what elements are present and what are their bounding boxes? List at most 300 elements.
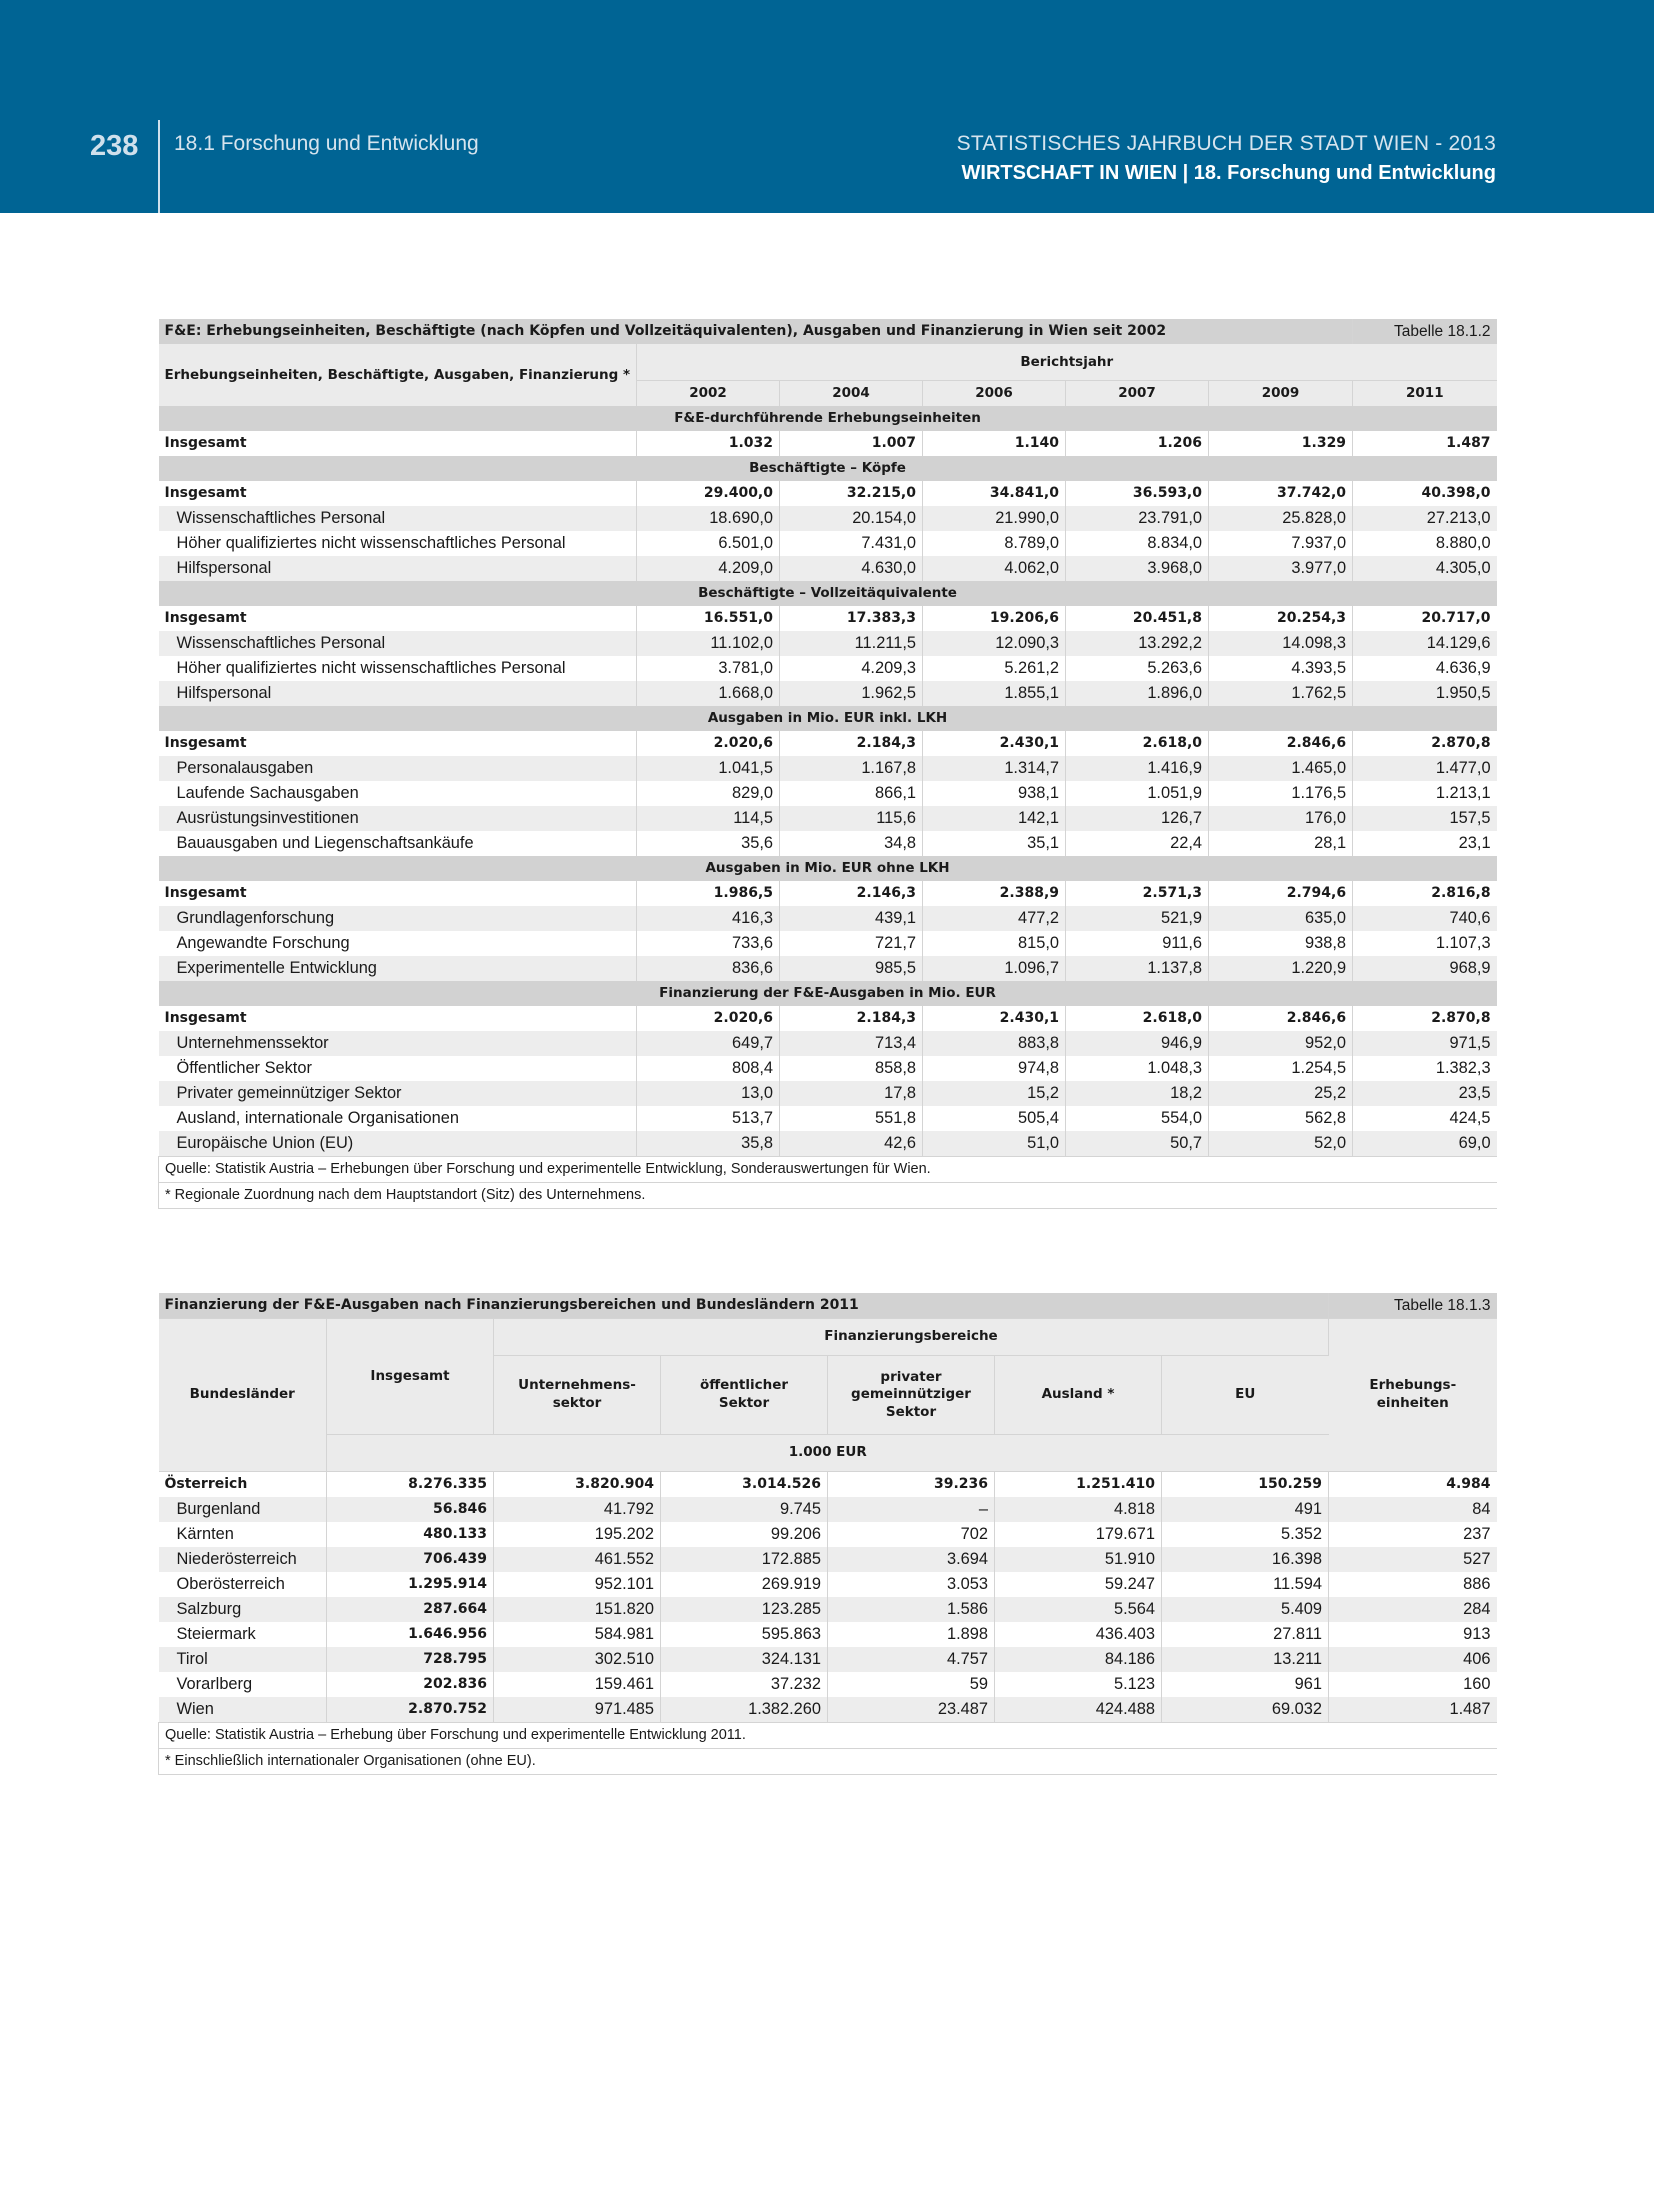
cell-value: 1.465,0 xyxy=(1209,756,1353,781)
cell-value: 2.388,9 xyxy=(923,881,1066,906)
section-title: Finanzierung der F&E-Ausgaben in Mio. EUR xyxy=(159,981,1497,1006)
table-row xyxy=(159,731,1497,756)
cell-value: 8.880,0 xyxy=(1435,534,1491,552)
table-row xyxy=(159,1472,1497,1498)
cell-value: 114,5 xyxy=(637,806,780,831)
row-label: Insgesamt xyxy=(159,881,637,906)
year-header: 2009 xyxy=(1209,381,1353,407)
cell-value: 5.123 xyxy=(995,1672,1162,1697)
cell-value: 584.981 xyxy=(494,1622,661,1647)
cell-value: 59 xyxy=(828,1672,995,1697)
cell-value: 938,1 xyxy=(923,781,1066,806)
cell-value: 635,0 xyxy=(1209,906,1353,931)
table-row xyxy=(159,1106,1497,1131)
table-number: Tabelle 18.1.2 xyxy=(1353,319,1497,344)
cell-value: 9.745 xyxy=(661,1497,828,1522)
cell-value: 3.968,0 xyxy=(1066,556,1209,581)
cell-value: 815,0 xyxy=(923,931,1066,956)
cell-value: 1.896,0 xyxy=(1066,681,1209,706)
cell-value: 1.140 xyxy=(923,431,1066,456)
col-header-abroad: Ausland * xyxy=(995,1356,1162,1435)
cell-value: 23.791,0 xyxy=(1066,506,1209,531)
section-row xyxy=(159,981,1497,1006)
cell-value: 1.329 xyxy=(1209,431,1353,456)
row-label: Ausrüstungsinvestitionen xyxy=(159,806,637,831)
row-label: Insgesamt xyxy=(159,1006,637,1031)
cell-value: 424.488 xyxy=(995,1697,1162,1723)
cell-value: 858,8 xyxy=(780,1056,923,1081)
cell-value: 36.593,0 xyxy=(1066,481,1209,506)
col-header-units xyxy=(1329,1319,1497,1472)
cell-value: 159.461 xyxy=(494,1672,661,1697)
cell-value: 11.211,5 xyxy=(780,631,923,656)
cell-value: 1.762,5 xyxy=(1209,681,1353,706)
cell-value: 562,8 xyxy=(1209,1106,1353,1131)
table-row xyxy=(159,556,1497,581)
row-label: Hilfspersonal xyxy=(159,556,637,581)
table-row xyxy=(159,756,1497,781)
table-title: F&E: Erhebungseinheiten, Beschäftigte (nach Köpfen und Vollzeitäquivalenten), Ausgaben und Finanzierung in Wien seit 2002 xyxy=(159,319,1353,344)
cell-value: 23,5 xyxy=(1353,1081,1497,1106)
table-row xyxy=(159,1031,1497,1056)
cell-value: 1.646.956 xyxy=(327,1622,494,1647)
cell-value: 5.263,6 xyxy=(1066,656,1209,681)
cell-value: 50,7 xyxy=(1066,1131,1209,1157)
cell-value: 17,8 xyxy=(780,1081,923,1106)
cell-value: 179.671 xyxy=(995,1522,1162,1547)
cell-value: 69.032 xyxy=(1162,1697,1329,1723)
cell-value: 808,4 xyxy=(637,1056,780,1081)
cell-value: 439,1 xyxy=(780,906,923,931)
cell-value: 2.794,6 xyxy=(1209,881,1353,906)
cell-value: 3.053 xyxy=(828,1572,995,1597)
cell-value: 59.247 xyxy=(995,1572,1162,1597)
row-label: Angewandte Forschung xyxy=(159,931,637,956)
cell-value: 69,0 xyxy=(1353,1131,1497,1157)
cell-value: 302.510 xyxy=(494,1647,661,1672)
cell-value: 51.910 xyxy=(995,1547,1162,1572)
cell-value: 480.133 xyxy=(327,1522,494,1547)
row-label: Oberösterreich xyxy=(159,1572,327,1597)
cell-value: 12.090,3 xyxy=(923,631,1066,656)
cell-value: 11.594 xyxy=(1162,1572,1329,1597)
row-label: Salzburg xyxy=(159,1597,327,1622)
cell-value: 1.855,1 xyxy=(923,681,1066,706)
cell-value: 2.571,3 xyxy=(1066,881,1209,906)
table-row xyxy=(159,1522,1497,1547)
section-row xyxy=(159,706,1497,731)
table-row xyxy=(159,481,1497,506)
cell-value: 2.870,8 xyxy=(1431,1010,1491,1026)
cell-value: 721,7 xyxy=(780,931,923,956)
row-label: Vorarlberg xyxy=(159,1672,327,1697)
cell-value: 1.007 xyxy=(780,431,923,456)
cell-value: 7.937,0 xyxy=(1209,531,1353,556)
cell-value: 27.811 xyxy=(1162,1622,1329,1647)
cell-value: 195.202 xyxy=(494,1522,661,1547)
cell-value: 56.846 xyxy=(327,1497,494,1522)
cell-value: 41.792 xyxy=(494,1497,661,1522)
cell-value: 23,1 xyxy=(1458,834,1491,852)
section-title: F&E-durchführende Erhebungseinheiten xyxy=(159,406,1497,431)
cell-value: 1.295.914 xyxy=(327,1572,494,1597)
col-header-private: privater gemeinnütziger Sektor xyxy=(828,1356,995,1435)
cell-value: 237 xyxy=(1463,1525,1491,1543)
table-row xyxy=(159,781,1497,806)
cell-value: 527 xyxy=(1329,1547,1497,1572)
cell-value: 157,5 xyxy=(1353,806,1497,831)
chapter-title: WIRTSCHAFT IN WIEN | 18. Forschung und Entwicklung xyxy=(961,162,1496,184)
table-row xyxy=(159,1081,1497,1106)
row-label: Grundlagenforschung xyxy=(159,906,637,931)
table-row xyxy=(159,1006,1497,1031)
cell-value: 2.816,8 xyxy=(1431,885,1491,901)
cell-value: 2.618,0 xyxy=(1066,1006,1209,1031)
cell-value: 20.154,0 xyxy=(780,506,923,531)
section-title: Ausgaben in Mio. EUR ohne LKH xyxy=(159,856,1497,881)
footnote-row xyxy=(159,1183,1497,1209)
cell-value: 1.477,0 xyxy=(1353,756,1497,781)
table-title: Finanzierung der F&E-Ausgaben nach Finanzierungsbereichen und Bundesländern 2011 xyxy=(159,1293,1329,1319)
cell-value: 5.564 xyxy=(995,1597,1162,1622)
cell-value: 1.032 xyxy=(637,431,780,456)
cell-value: 16.551,0 xyxy=(637,606,780,631)
cell-value: 740,6 xyxy=(1353,906,1497,931)
table-row xyxy=(159,881,1497,906)
row-label: Personalausgaben xyxy=(159,756,637,781)
table-row xyxy=(159,631,1497,656)
table-row xyxy=(159,681,1497,706)
table-row xyxy=(159,806,1497,831)
cell-value: 4.209,3 xyxy=(780,656,923,681)
cell-value: 2.430,1 xyxy=(923,731,1066,756)
row-label: Österreich xyxy=(159,1472,327,1498)
footnote-row xyxy=(159,1749,1497,1775)
source-row xyxy=(159,1723,1497,1749)
cell-value: 7.431,0 xyxy=(780,531,923,556)
cell-value: 5.352 xyxy=(1162,1522,1329,1547)
table-caption-row xyxy=(159,1293,1497,1319)
cell-value: 34.841,0 xyxy=(923,481,1066,506)
cell-value: 35,6 xyxy=(637,831,780,856)
cell-value: 1.137,8 xyxy=(1066,956,1209,981)
year-header: 2002 xyxy=(637,381,780,407)
row-label: Insgesamt xyxy=(159,431,637,456)
cell-value: 911,6 xyxy=(1066,931,1209,956)
cell-value: 115,6 xyxy=(780,806,923,831)
cell-value: 2.430,1 xyxy=(923,1006,1066,1031)
section-row xyxy=(159,406,1497,431)
year-header: 2006 xyxy=(923,381,1066,407)
cell-value: 34,8 xyxy=(780,831,923,856)
cell-value: 505,4 xyxy=(923,1106,1066,1131)
cell-value: 1.176,5 xyxy=(1209,781,1353,806)
cell-value: 52,0 xyxy=(1209,1131,1353,1157)
cell-value: 23.487 xyxy=(828,1697,995,1723)
row-label: Hilfspersonal xyxy=(159,681,637,706)
cell-value: 5.409 xyxy=(1162,1597,1329,1622)
cell-value: 32.215,0 xyxy=(780,481,923,506)
cell-value: 1.096,7 xyxy=(923,956,1066,981)
cell-value: 21.990,0 xyxy=(923,506,1066,531)
cell-value: 406 xyxy=(1329,1647,1497,1672)
cell-value: 20.254,3 xyxy=(1209,606,1353,631)
unit-label: 1.000 EUR xyxy=(327,1435,1329,1472)
cell-value: 1.487 xyxy=(1329,1697,1497,1723)
cell-value: 13.292,2 xyxy=(1066,631,1209,656)
cell-value: – xyxy=(828,1497,995,1522)
cell-value: 968,9 xyxy=(1353,956,1497,981)
row-label: Tirol xyxy=(159,1647,327,1672)
cell-value: 1.206 xyxy=(1066,431,1209,456)
table-row xyxy=(159,1622,1497,1647)
footnote: * Einschließlich internationaler Organisationen (ohne EU). xyxy=(159,1749,1497,1775)
year-header: 2007 xyxy=(1066,381,1209,407)
cell-value: 829,0 xyxy=(637,781,780,806)
row-label: Unternehmenssektor xyxy=(159,1031,637,1056)
row-label: Wien xyxy=(159,1697,327,1723)
table-row xyxy=(159,1547,1497,1572)
cell-value: 4.757 xyxy=(828,1647,995,1672)
cell-value: 513,7 xyxy=(637,1106,780,1131)
table-row xyxy=(159,531,1497,556)
row-label: Insgesamt xyxy=(159,731,637,756)
cell-value: 952,0 xyxy=(1209,1031,1353,1056)
cell-value: 176,0 xyxy=(1209,806,1353,831)
cell-value: 2.184,3 xyxy=(780,731,923,756)
cell-value: 8.834,0 xyxy=(1066,531,1209,556)
cell-value: 3.014.526 xyxy=(661,1472,828,1498)
cell-value: 4.062,0 xyxy=(923,556,1066,581)
cell-value: 886 xyxy=(1463,1575,1491,1593)
cell-value: 2.870,8 xyxy=(1431,735,1491,751)
cell-value: 42,6 xyxy=(780,1131,923,1157)
row-label: Insgesamt xyxy=(159,606,637,631)
cell-value: 554,0 xyxy=(1066,1106,1209,1131)
row-label: Höher qualifiziertes nicht wissenschaftliches Personal xyxy=(159,531,637,556)
row-label: Bauausgaben und Liegenschaftsankäufe xyxy=(159,831,637,856)
cell-value: 4.630,0 xyxy=(780,556,923,581)
cell-value: 20.717,0 xyxy=(1421,610,1491,626)
source-note: Quelle: Statistik Austria – Erhebungen über Forschung und experimentelle Entwicklung, Sonderauswertungen für Wien. xyxy=(159,1157,1497,1183)
col-header-units-label: Erhebungs- einheiten xyxy=(1369,1377,1457,1411)
cell-value: 2.020,6 xyxy=(637,1006,780,1031)
cell-value: 29.400,0 xyxy=(637,481,780,506)
cell-value: 713,4 xyxy=(780,1031,923,1056)
cell-value: 1.962,5 xyxy=(780,681,923,706)
cell-value: 952.101 xyxy=(494,1572,661,1597)
cell-value: 35,8 xyxy=(637,1131,780,1157)
cell-value: 2.846,6 xyxy=(1209,1006,1353,1031)
cell-value: 4.818 xyxy=(995,1497,1162,1522)
cell-value: 2.846,6 xyxy=(1209,731,1353,756)
row-label: Experimentelle Entwicklung xyxy=(159,956,637,981)
cell-value: 733,6 xyxy=(637,931,780,956)
page-number: 238 xyxy=(90,130,139,162)
row-label: Insgesamt xyxy=(159,481,637,506)
cell-value: 324.131 xyxy=(661,1647,828,1672)
cell-value: 1.314,7 xyxy=(923,756,1066,781)
cell-value: 595.863 xyxy=(661,1622,828,1647)
cell-value: 19.206,6 xyxy=(923,606,1066,631)
cell-value: 971.485 xyxy=(494,1697,661,1723)
cell-value: 37.742,0 xyxy=(1209,481,1353,506)
section-row xyxy=(159,456,1497,481)
col-header-total: Insgesamt xyxy=(327,1319,494,1435)
cell-value: 51,0 xyxy=(923,1131,1066,1157)
cell-value: 8.789,0 xyxy=(923,531,1066,556)
cell-value: 1.051,9 xyxy=(1066,781,1209,806)
cell-value: 123.285 xyxy=(661,1597,828,1622)
table-row xyxy=(159,1131,1497,1157)
row-label: Ausland, internationale Organisationen xyxy=(159,1106,637,1131)
cell-value: 142,1 xyxy=(923,806,1066,831)
cell-value: 35,1 xyxy=(923,831,1066,856)
cell-value: 11.102,0 xyxy=(637,631,780,656)
cell-value: 202.836 xyxy=(327,1672,494,1697)
col-header-state: Bundesländer xyxy=(159,1319,327,1472)
cell-value: 22,4 xyxy=(1066,831,1209,856)
cell-value: 14.129,6 xyxy=(1353,631,1497,656)
cell-value: 269.919 xyxy=(661,1572,828,1597)
table-row xyxy=(159,1572,1497,1597)
row-label: Höher qualifiziertes nicht wissenschaftliches Personal xyxy=(159,656,637,681)
cell-value: 974,8 xyxy=(923,1056,1066,1081)
cell-value: 1.898 xyxy=(828,1622,995,1647)
cell-value: 551,8 xyxy=(780,1106,923,1131)
row-label: Wissenschaftliches Personal xyxy=(159,506,637,531)
cell-value: 20.451,8 xyxy=(1066,606,1209,631)
cell-value: 4.636,9 xyxy=(1435,659,1491,677)
cell-value: 461.552 xyxy=(494,1547,661,1572)
cell-value: 4.209,0 xyxy=(637,556,780,581)
table-row xyxy=(159,956,1497,981)
table-row xyxy=(159,1672,1497,1697)
cell-value: 702 xyxy=(828,1522,995,1547)
table-row xyxy=(159,506,1497,531)
cell-value: 39.236 xyxy=(828,1472,995,1498)
cell-value: 1.382,3 xyxy=(1435,1059,1491,1077)
cell-value: 3.820.904 xyxy=(494,1472,661,1498)
row-header-label: Erhebungseinheiten, Beschäftigte, Ausgaben, Finanzierung * xyxy=(159,344,637,406)
cell-value: 728.795 xyxy=(327,1647,494,1672)
cell-value: 1.487 xyxy=(1446,435,1491,451)
cell-value: 1.107,3 xyxy=(1435,934,1491,952)
cell-value: 649,7 xyxy=(637,1031,780,1056)
cell-value: 1.586 xyxy=(828,1597,995,1622)
row-label: Steiermark xyxy=(159,1622,327,1647)
cell-value: 1.382.260 xyxy=(661,1697,828,1723)
section-title: 18.1 Forschung und Entwicklung xyxy=(174,132,479,155)
section-title: Beschäftigte – Vollzeitäquivalente xyxy=(159,581,1497,606)
row-label: Europäische Union (EU) xyxy=(159,1131,637,1157)
cell-value: 3.781,0 xyxy=(637,656,780,681)
cell-value: 18.690,0 xyxy=(637,506,780,531)
cell-value: 938,8 xyxy=(1209,931,1353,956)
cell-value: 1.254,5 xyxy=(1209,1056,1353,1081)
cell-value: 1.416,9 xyxy=(1066,756,1209,781)
cell-value: 14.098,3 xyxy=(1209,631,1353,656)
cell-value: 521,9 xyxy=(1066,906,1209,931)
cell-value: 25,2 xyxy=(1209,1081,1353,1106)
table-header-row xyxy=(159,344,1497,381)
cell-value: 287.664 xyxy=(327,1597,494,1622)
cell-value: 17.383,3 xyxy=(780,606,923,631)
cell-value: 126,7 xyxy=(1066,806,1209,831)
unit-row xyxy=(159,1435,1497,1472)
cell-value: 1.220,9 xyxy=(1209,956,1353,981)
cell-value: 13,0 xyxy=(637,1081,780,1106)
cell-value: 25.828,0 xyxy=(1209,506,1353,531)
section-title: Ausgaben in Mio. EUR inkl. LKH xyxy=(159,706,1497,731)
table-row xyxy=(159,1497,1497,1522)
cell-value: 28,1 xyxy=(1209,831,1353,856)
table-caption-row xyxy=(159,319,1497,344)
header-right xyxy=(957,132,1496,185)
cell-value: 160 xyxy=(1463,1675,1491,1693)
cell-value: 6.501,0 xyxy=(637,531,780,556)
cell-value: 883,8 xyxy=(923,1031,1066,1056)
cell-value: 985,5 xyxy=(780,956,923,981)
cell-value: 2.184,3 xyxy=(780,1006,923,1031)
cell-value: 416,3 xyxy=(637,906,780,931)
table-18-1-3 xyxy=(158,1293,1497,1775)
col-header-business: Unternehmens- sektor xyxy=(494,1356,661,1435)
row-label: Öffentlicher Sektor xyxy=(159,1056,637,1081)
cell-value: 84 xyxy=(1329,1497,1497,1522)
yearbook-title: STATISTISCHES JAHRBUCH DER STADT WIEN - 2013 xyxy=(956,132,1496,155)
cell-value: 1.986,5 xyxy=(637,881,780,906)
cell-value: 151.820 xyxy=(494,1597,661,1622)
cell-value: 2.146,3 xyxy=(780,881,923,906)
source-note: Quelle: Statistik Austria – Erhebung über Forschung und experimentelle Entwicklung 2011. xyxy=(159,1723,1497,1749)
cell-value: 866,1 xyxy=(780,781,923,806)
table-row xyxy=(159,656,1497,681)
table-row xyxy=(159,1647,1497,1672)
section-title: Beschäftigte – Köpfe xyxy=(159,456,1497,481)
table-row xyxy=(159,431,1497,456)
cell-value: 1.167,8 xyxy=(780,756,923,781)
cell-value: 84.186 xyxy=(995,1647,1162,1672)
row-label: Laufende Sachausgaben xyxy=(159,781,637,806)
cell-value: 37.232 xyxy=(661,1672,828,1697)
year-header: 2011 xyxy=(1353,381,1497,407)
year-header: 2004 xyxy=(780,381,923,407)
cell-value: 1.041,5 xyxy=(637,756,780,781)
cell-value: 1.950,5 xyxy=(1353,681,1497,706)
cell-value: 172.885 xyxy=(661,1547,828,1572)
row-label: Privater gemeinnütziger Sektor xyxy=(159,1081,637,1106)
cell-value: 3.977,0 xyxy=(1209,556,1353,581)
row-label: Burgenland xyxy=(159,1497,327,1522)
page-header xyxy=(0,0,1654,213)
table-row xyxy=(159,606,1497,631)
cell-value: 3.694 xyxy=(828,1547,995,1572)
header-divider xyxy=(158,120,160,213)
cell-value: 436.403 xyxy=(995,1622,1162,1647)
cell-value: 477,2 xyxy=(923,906,1066,931)
cell-value: 1.251.410 xyxy=(995,1472,1162,1498)
table-row xyxy=(159,906,1497,931)
source-row xyxy=(159,1157,1497,1183)
cell-value: 1.668,0 xyxy=(637,681,780,706)
table-number: Tabelle 18.1.3 xyxy=(1329,1293,1497,1319)
row-label: Niederösterreich xyxy=(159,1547,327,1572)
cell-value: 40.398,0 xyxy=(1421,485,1491,501)
cell-value: 99.206 xyxy=(661,1522,828,1547)
cell-value: 2.020,6 xyxy=(637,731,780,756)
cell-value: 18,2 xyxy=(1066,1081,1209,1106)
